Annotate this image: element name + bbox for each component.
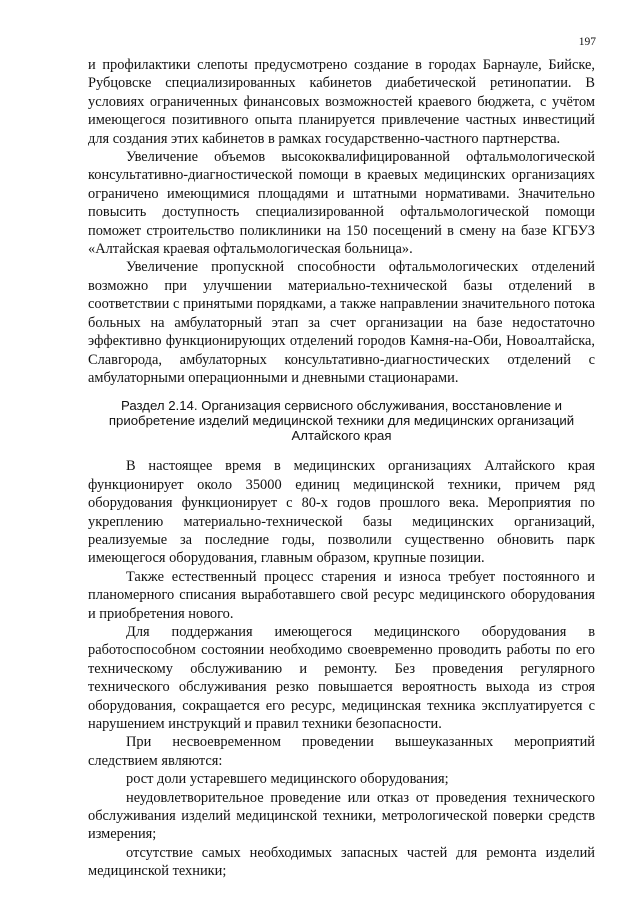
paragraph-bottom-4: При несвоевременном проведении вышеуказанных мероприятий следствием являются:: [88, 734, 595, 769]
paragraph-bottom-2: Также естественный процесс старения и износа требует постоянного и планомерного списания выработавшего свой ресурс медицинского оборудования и приобретения нового.: [88, 568, 595, 622]
list-item-3: отсутствие самых необходимых запасных частей для ремонта изделий медицинской техники;: [88, 844, 595, 880]
paragraph-bottom-1: В настоящее время в медицинских организациях Алтайского края функционирует около 35000 единиц медицинской техники, причем ряд оборудования функционирует с 80-х годов прошлого века. Мероприятия по укреплению материально-технической базы медицинских организаций, реализуемые за последние годы, позволили существенно обновить парк имеющегося оборудования, главным образом, крупные позиции.: [88, 458, 595, 567]
page-content: [88, 56, 595, 881]
paragraph-bottom-3: Для поддержания имеющегося медицинского оборудования в работоспособном состоянии необходимо своевременно проводить работы по его техническому обслуживанию и ремонту. Без проведения регулярного технического обслуживания резко повышается вероятность выхода из строя оборудования, сокращается его ресурс, медицинская техника эксплуатируется с нарушением инструкций и правил техники безопасности.: [88, 623, 595, 732]
paragraph-top-3: Увеличение пропускной способности офтальмологических отделений возможно при улучшении материально-технической базы отделений в соответствии с принятыми порядками, а также направлении значительного потока больных на амбулаторный этап за счет организации на базе недостаточно эффективно функционирующих отделений городов Камня-на-Оби, Новоалтайска, Славгорода, амбулаторных консультативно-диагностических отделений с амбулаторными операционными и дневными стационарами.: [88, 259, 595, 386]
list-item-1: рост доли устаревшего медицинского оборудования;: [126, 771, 449, 788]
section-heading: Раздел 2.14. Организация сервисного обслуживания, восстановление и приобретение изделий медицинской техники для медицинских организаций Алтайского края: [108, 398, 575, 444]
page-number: 197: [578, 36, 596, 48]
list-item-2: неудовлетворительное проведение или отказ от проведения технического обслуживания изделий медицинской техники, метрологической поверки средств измерения;: [88, 789, 595, 843]
paragraph-top-2: Увеличение объемов высококвалифицированной офтальмологической консультативно-диагностической помощи в краевых медицинских организациях ограничено имеющимися площадями и штатными нормативами. Значительно повысить доступность специализированной офтальмологической помощи поможет строительство поликлиники на 150 посещений в смену на базе КГБУЗ «Алтайская краевая офтальмологическая больница».: [88, 149, 595, 258]
paragraph-top-1: и профилактики слепоты предусмотрено создание в городах Барнауле, Бийске, Рубцовске специализированных кабинетов диабетической ретинопатии. В условиях ограниченных финансовых возможностей краевого бюджета, с учётом имеющегося позитивного опыта планируется привлечение частных инвестиций для создания этих кабинетов в рамках государственно-частного партнерства.: [88, 57, 595, 147]
